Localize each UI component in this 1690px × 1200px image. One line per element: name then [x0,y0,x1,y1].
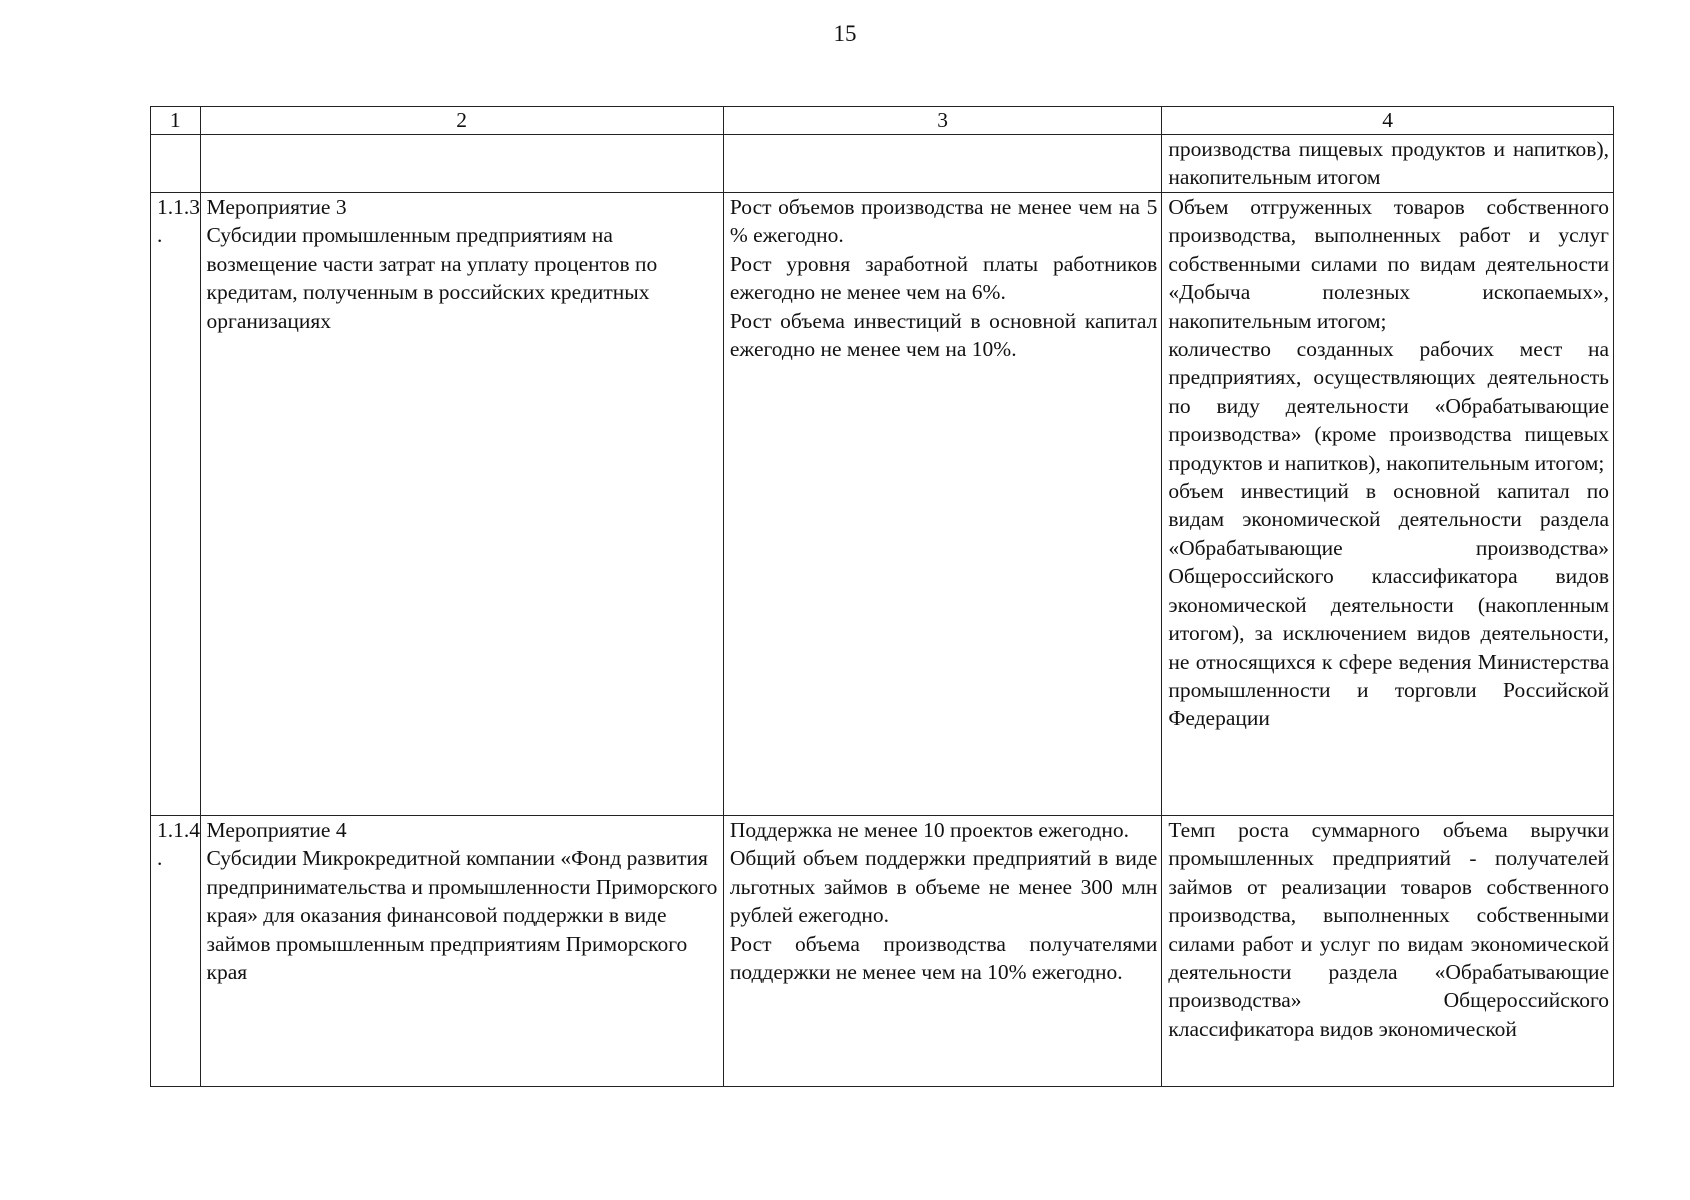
table-row [151,816,1614,1087]
result-item: Рост объема инвестиций в основной капитал ежегодно не менее чем на 10%. [729,308,1158,362]
table-row-continuation [151,135,1614,193]
results-cell [723,816,1161,1087]
column-header-4: 4 [1162,107,1614,135]
indicator-item: объем инвестиций в основной капитал по видам экономической деятельности раздела «Обрабатывающие производства» Общероссийского классификатора видов экономической деятельности (накопленным итогом), за исключением видов деятельности, не относящихся к сфере ведения Министерства промышленности и торговли Российской Федерации [1168,479,1609,731]
column-header-1: 1 [151,107,201,135]
measure-title: Мероприятие 3 [206,195,347,219]
indicators-cell [1162,816,1614,1087]
measure-description: Субсидии Микрокредитной компании «Фонд развития предпринимательства и промышленности Приморского края» для оказания финансовой поддержки в виде займов промышленным предприятиям Приморского края [206,846,718,985]
result-item: Рост объемов производства не менее чем на 5 % ежегодно. [729,195,1158,248]
table-row [151,193,1614,816]
column-header-3: 3 [723,107,1161,135]
indicator-item: Темп роста суммарного объема выручки промышленных предприятий - получателей займов от реализации товаров собственного производства, выполненных собственными силами работ и услуг по видам экономической деятельности раздела «Обрабатывающие производства» Общероссийского классификатора видов экономической [1168,818,1609,1041]
row-number: 1.1.4 . [151,816,201,1087]
measure-cell [200,816,723,1087]
measure-description: Субсидии промышленным предприятиям на возмещение части затрат на уплату процентов по кредитам, полученным в российских кредитных организациях [206,223,658,333]
continuation-indicators-cell: производства пищевых продуктов и напитков), накопительным итогом [1162,135,1614,193]
indicators-cell [1162,193,1614,816]
continuation-results-cell [723,135,1161,193]
result-item: Поддержка не менее 10 проектов ежегодно. [729,818,1129,842]
indicator-item: количество созданных рабочих мест на предприятиях, осуществляющих деятельность по виду деятельности «Обрабатывающие производства» (кроме производства пищевых продуктов и напитков), накопительным итогом; [1168,337,1609,475]
result-item: Общий объем поддержки предприятий в виде льготных займов в объеме не менее 300 млн рублей ежегодно. [729,846,1158,928]
continuation-num-cell [151,135,201,193]
results-cell [723,193,1161,816]
measures-table [150,106,1614,1087]
measure-cell [200,193,723,816]
table-header-row [151,107,1614,135]
page-number: 15 [833,21,857,46]
continuation-description-cell [200,135,723,193]
measure-title: Мероприятие 4 [206,818,347,842]
row-number: 1.1.3 . [151,193,201,816]
result-item: Рост уровня заработной платы работников ежегодно не менее чем на 6%. [729,251,1158,305]
result-item: Рост объема производства получателями поддержки не менее чем на 10% ежегодно. [729,931,1158,985]
column-header-2: 2 [200,107,723,135]
indicator-item: Объем отгруженных товаров собственного производства, выполненных работ и услуг собственными силами по видам деятельности «Добыча полезных ископаемых», накопительным итогом; [1168,195,1609,333]
